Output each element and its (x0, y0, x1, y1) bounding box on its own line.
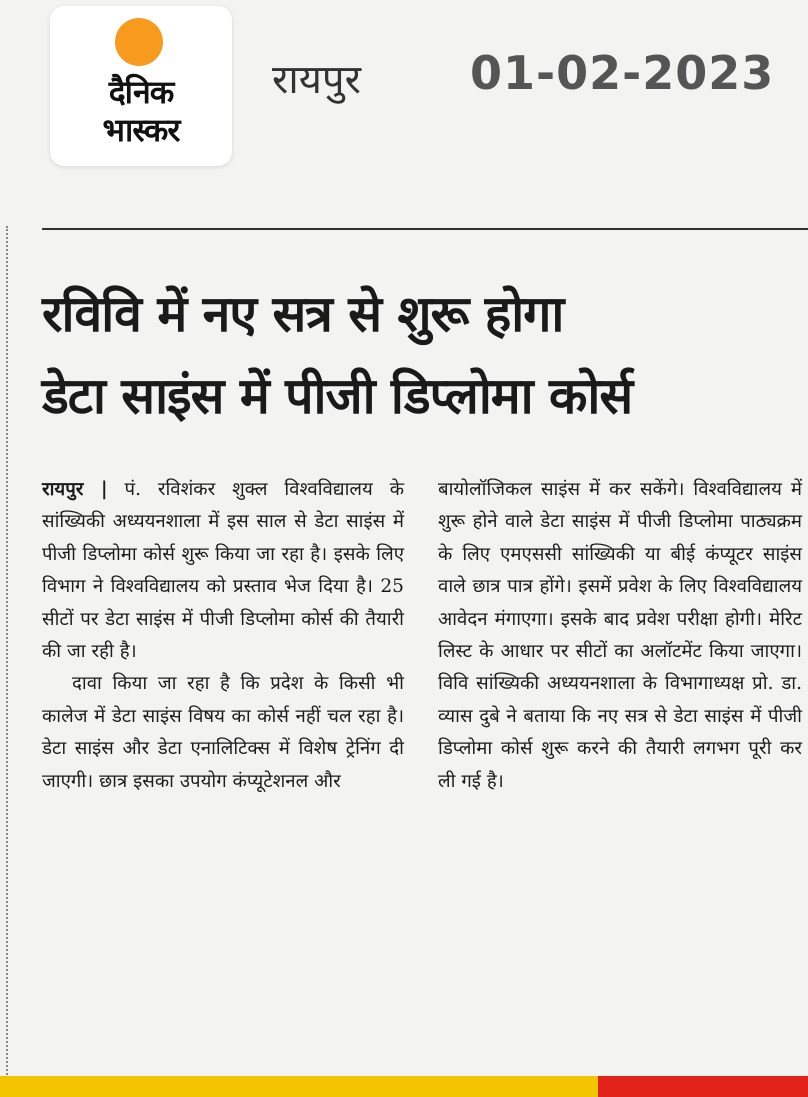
left-dotted-border (6, 226, 8, 1082)
paragraph-3: बायोलॉजिकल साइंस में कर सकेंगे। विश्वविद्यालय में शुरू होने वाले डेटा साइंस में पीजी डिप्लोमा पाठ्यक्रम के लिए एमएससी सांख्यिकी या बीई कंप्यूटर साइंस वाले छात्र पात्र होंगे। इसमें प्रवेश के लिए विश्वविद्यालय आवेदन मंगाएगा। इसके बाद प्रवेश परीक्षा होगी। मेरिट लिस्ट के आधार पर सीटों का अलॉटमेंट किया जाएगा। विवि सांख्यिकी अध्ययनशाला के विभागाध्यक्ष प्रो. डा. व्यास दुबे ने बताया कि नए सत्र से डेटा साइंस में पीजी डिप्लोमा कोर्स शुरू करने की तैयारी लगभग पूरी कर ली गई है। (438, 479, 802, 792)
logo-text-line2: भास्कर (102, 111, 180, 149)
paragraph-2: दावा किया जा रहा है कि प्रदेश के किसी भी कालेज में डेटा साइंस विषय का कोर्स नहीं चल रहा है। डेटा साइंस और डेटा एनालिटिक्स में विशेष ट्रेनिंग दी जाएगी। छात्र इसका उपयोग कंप्यूटेशनल और (42, 673, 404, 792)
article-column-left (42, 474, 404, 798)
bottom-color-bar (0, 1076, 808, 1097)
newspaper-logo (50, 6, 232, 166)
top-divider (42, 228, 808, 230)
dateline: रायपुर | (42, 479, 108, 500)
logo-text-line1: दैनिक (108, 73, 174, 111)
sun-icon (115, 18, 163, 66)
edition-city: रायपुर (272, 57, 361, 103)
paragraph-1 (42, 474, 404, 668)
headline-line1: रविवि में नए सत्र से शुरू होगा (42, 285, 564, 343)
headline-line2: डेटा साइंस में पीजी डिप्लोमा कोर्स (42, 367, 633, 425)
edition-date: 01-02-2023 (470, 46, 775, 100)
article-column-right (438, 474, 802, 798)
paragraph-1-text: पं. रविशंकर शुक्ल विश्वविद्यालय के सांख्यिकी अध्ययनशाला में इस साल से डेटा साइंस में पीजी डिप्लोमा कोर्स शुरू किया जा रहा है। इसके लिए विभाग ने विश्वविद्यालय को प्रस्ताव भेज दिया है। 25 सीटों पर डेटा साइंस में पीजी डिप्लोमा कोर्स की तैयारी की जा रही है। (42, 479, 404, 663)
